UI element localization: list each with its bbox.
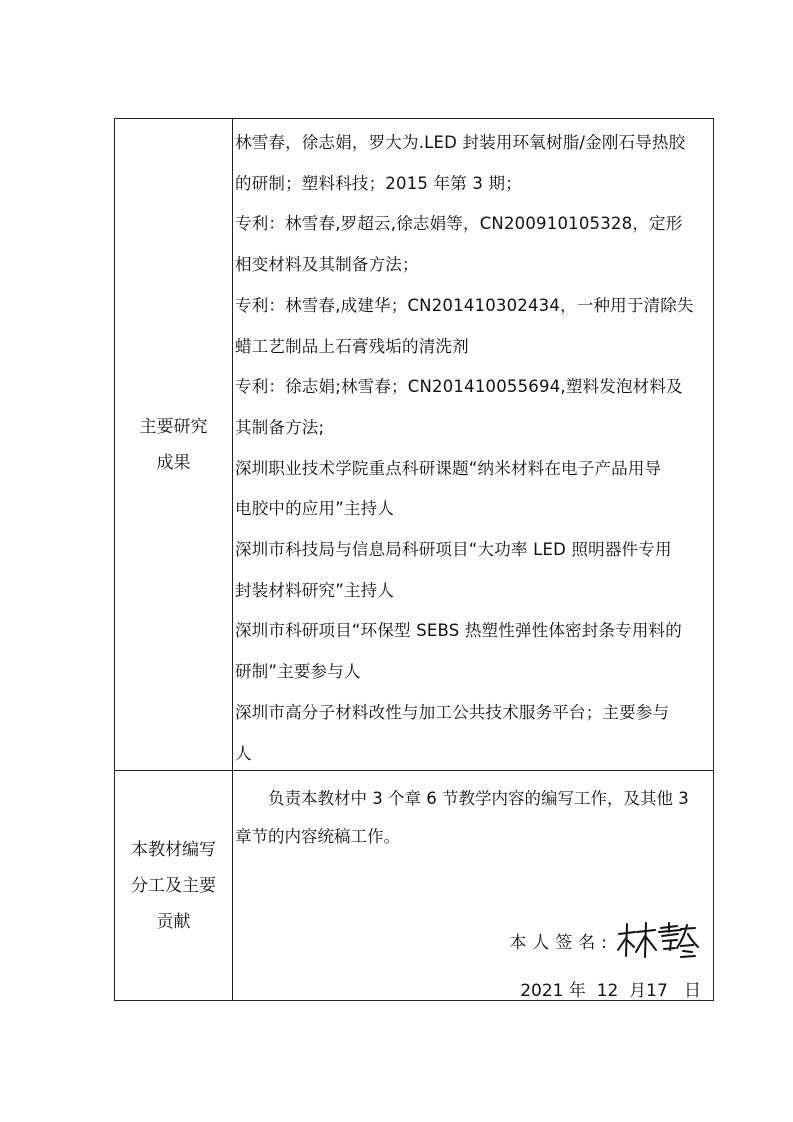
content-line: 林雪春，徐志娟，罗大为.LED 封装用环氧树脂/金刚石导热胶 [235,133,686,152]
research-results-label [115,409,232,481]
content-line: 深圳职业技术学院重点科研课题“纳米材料在电子产品用导 [235,458,662,478]
research-results-row [115,119,713,771]
signature-line [509,920,699,960]
content-line: 其制备方法; [235,417,325,437]
label-line: 主要研究 [139,417,208,437]
content-line: 深圳市高分子材料改性与加工公共技术服务平台；主要参与 [235,702,670,722]
content-line: 专利：林雪春,成建华；CN201410302434，一种用于清除失 [235,295,694,315]
contribution-label [115,832,232,940]
content-line: 人 [235,743,252,763]
signature-label: 本人签名: [509,932,613,953]
label-line: 本教材编写 [131,840,216,860]
content-line: 的研制；塑料科技；2015 年第 3 期； [235,173,522,193]
column-divider [232,119,233,770]
content-line: 封装材料研究”主持人 [235,580,395,600]
content-line: 专利：林雪春,罗超云,徐志娟等，CN200910105328，定形 [235,214,683,234]
label-line: 分工及主要 [131,876,216,896]
research-results-content [235,123,709,774]
content-line: 专利：徐志娟;林雪春；CN201410055694,塑料发泡材料及 [235,377,683,397]
handwritten-signature [615,920,699,960]
content-line: 深圳市科技局与信息局科研项目“大功率 LED 照明器件专用 [235,540,672,560]
contribution-content [235,780,709,856]
label-line: 贡献 [156,912,191,932]
content-line: 深圳市科研项目“环保型 SEBS 热塑性弹性体密封条专用料的 [235,621,682,641]
contribution-row [115,770,713,1000]
label-line: 成果 [156,453,191,473]
duty-text: 负责本教材中 3 个章 6 节教学内容的编写工作，及其他 3 章节的内容统稿工作。 [235,789,689,846]
content-line: 电胶中的应用”主持人 [235,499,395,519]
date-line: 2021 年 12 月17 日 [520,981,701,1001]
content-line: 蜡工艺制品上石膏残垢的清洗剂 [235,336,469,356]
info-table [114,118,714,1001]
content-line: 相变材料及其制备方法； [235,255,419,275]
column-divider [232,770,233,1000]
content-line: 研制”主要参与人 [235,662,361,682]
